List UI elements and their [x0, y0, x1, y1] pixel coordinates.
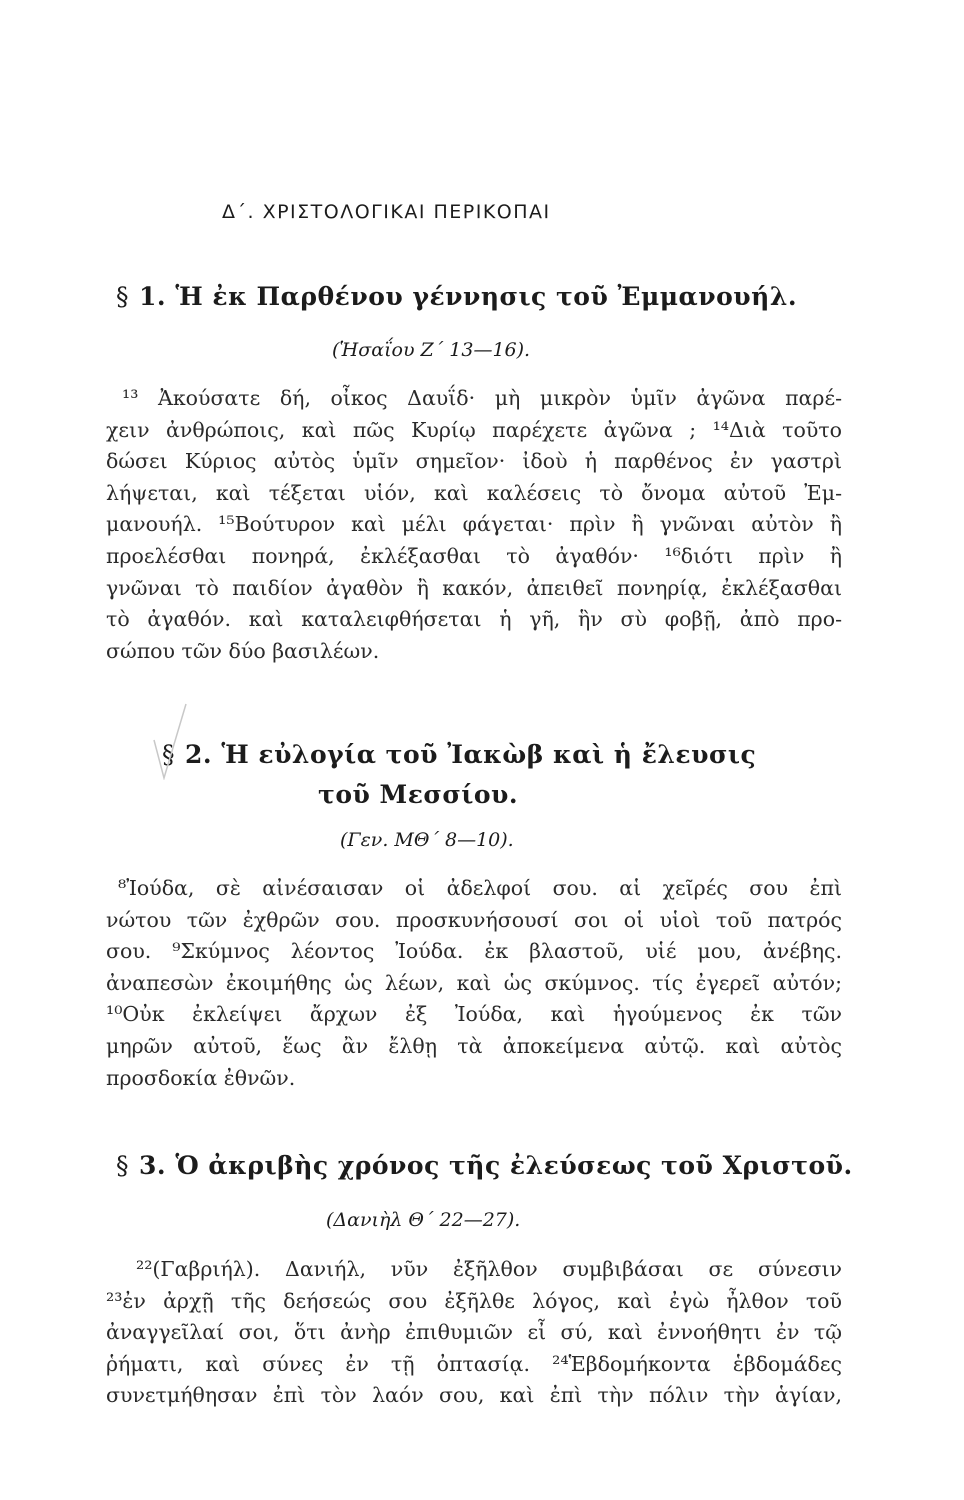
text-line: δώσει Κύριος αὐτὸς ὑμῖν σημεῖον· ἰδοὺ ἡ παρθένος ἐν γαστρὶ: [106, 449, 842, 474]
text-line: προσδοκία ἐθνῶν.: [106, 1065, 296, 1090]
section-number: 3.: [139, 1151, 167, 1180]
text-line: νώτου τῶν ἐχθρῶν σου. προσκυνήσουσί σοι οἱ υἱοὶ τοῦ πατρός: [106, 907, 842, 932]
pencil-check-mark-icon: [150, 700, 190, 780]
section-2-reference: (Γεν. ΜΘ΄ 8—10).: [340, 829, 514, 851]
text-line: ¹⁰Οὐκ ἐκλείψει ἄρχων ἐξ Ἰούδα, καὶ ἡγούμενος ἐκ τῶν: [106, 1002, 842, 1027]
section-symbol: §: [162, 740, 175, 769]
section-1-reference: (Ἡσαΐου Ζ΄ 13—16).: [332, 339, 531, 361]
text-line: μηρῶν αὐτοῦ, ἕως ἂν ἔλθῃ τὰ ἀποκείμενα αὐτῷ. καὶ αὐτὸς: [106, 1033, 842, 1058]
text-line: ῥήματι, καὶ σύνες ἐν τῇ ὀπτασίᾳ. ²⁴Ἑβδομήκοντα ἑβδομάδες: [106, 1351, 842, 1376]
section-number: 2.: [185, 740, 213, 769]
text-line: μανουήλ. ¹⁵Βούτυρον καὶ μέλι φάγεται· πρὶν ἢ γνῶναι αὐτὸν ἢ: [106, 512, 842, 537]
chapter-title: Δ΄. ΧΡΙΣΤΟΛΟΓΙΚΑΙ ΠΕΡΙΚΟΠΑΙ: [222, 201, 551, 223]
text-line: προελέσθαι πονηρά, ἐκλέξασθαι τὸ ἀγαθόν· ¹⁶διότι πρὶν ἢ: [106, 543, 842, 568]
section-2-heading: [162, 740, 756, 769]
section-symbol: §: [116, 1151, 129, 1180]
section-1-heading: [116, 282, 797, 311]
text-line: συνετμήθησαν ἐπὶ τὸν λαόν σου, καὶ ἐπὶ τὴν πόλιν τὴν ἁγίαν,: [106, 1383, 842, 1408]
section-3-heading: [116, 1151, 853, 1180]
text-line: ⁸Ἰούδα, σὲ αἰνέσαισαν οἱ ἀδελφοί σου. αἱ χεῖρές σου ἐπὶ: [118, 876, 842, 900]
text-line: λήψεται, καὶ τέξεται υἱόν, καὶ καλέσεις τὸ ὄνομα αὐτοῦ Ἐμ-: [106, 480, 842, 505]
text-line: χειν ἀνθρώποις, καὶ πῶς Κυρίῳ παρέχετε ἀγῶνα ; ¹⁴Διὰ τοῦτο: [106, 417, 842, 442]
section-3-reference: (Δανιὴλ Θ΄ 22—27).: [326, 1209, 521, 1231]
section-title: Ἡ ἐκ Παρθένου γέννησις τοῦ Ἐμμανουήλ.: [175, 282, 798, 311]
text-line: σου. ⁹Σκύμνος λέοντος Ἰούδα. ἐκ βλαστοῦ, υἱέ μου, ἀνέβης.: [106, 939, 842, 964]
section-number: 1.: [139, 282, 167, 311]
text-line: ²³ἐν ἀρχῇ τῆς δεήσεώς σου ἐξῆλθε λόγος, καὶ ἐγὼ ἦλθον τοῦ: [106, 1288, 842, 1313]
text-line: σώπου τῶν δύο βασιλέων.: [106, 638, 380, 663]
text-line: ἀναγγεῖλαί σοι, ὅτι ἀνὴρ ἐπιθυμιῶν εἶ σύ, καὶ ἐννοήθητι ἐν τῷ: [106, 1320, 842, 1345]
text-line: ¹³ Ἀκούσατε δή, οἶκος Δαυΐδ· μὴ μικρὸν ὑμῖν ἀγῶνα παρέ-: [122, 386, 842, 410]
section-2-text: [106, 873, 842, 1094]
section-title: Ἡ εὐλογία τοῦ Ἰακὼβ καὶ ἡ ἔλευσις: [221, 740, 757, 769]
section-1-text: [106, 383, 842, 667]
section-symbol: §: [116, 282, 129, 311]
text-line: τὸ ἀγαθόν. καὶ καταλειφθήσεται ἡ γῆ, ἣν σὺ φοβῇ, ἀπὸ προ-: [106, 607, 842, 632]
text-line: ²²(Γαβριήλ). Δανιήλ, νῦν ἐξῆλθον συμβιβάσαι σε σύνεσιν: [136, 1257, 842, 1281]
section-title: Ὁ ἀκριβὴς χρόνος τῆς ἐλεύσεως τοῦ Χριστοῦ.: [175, 1151, 853, 1180]
text-line: ἀναπεσὼν ἐκοιμήθης ὡς λέων, καὶ ὡς σκύμνος. τίς ἐγερεῖ αὐτόν;: [106, 970, 842, 995]
text-line: γνῶναι τὸ παιδίον ἀγαθὸν ἢ κακόν, ἀπειθεῖ πονηρίᾳ, ἐκλέξασθαι: [106, 575, 842, 600]
section-3-text: [106, 1254, 842, 1412]
section-2-heading-continued: τοῦ Μεσσίου.: [318, 780, 519, 809]
